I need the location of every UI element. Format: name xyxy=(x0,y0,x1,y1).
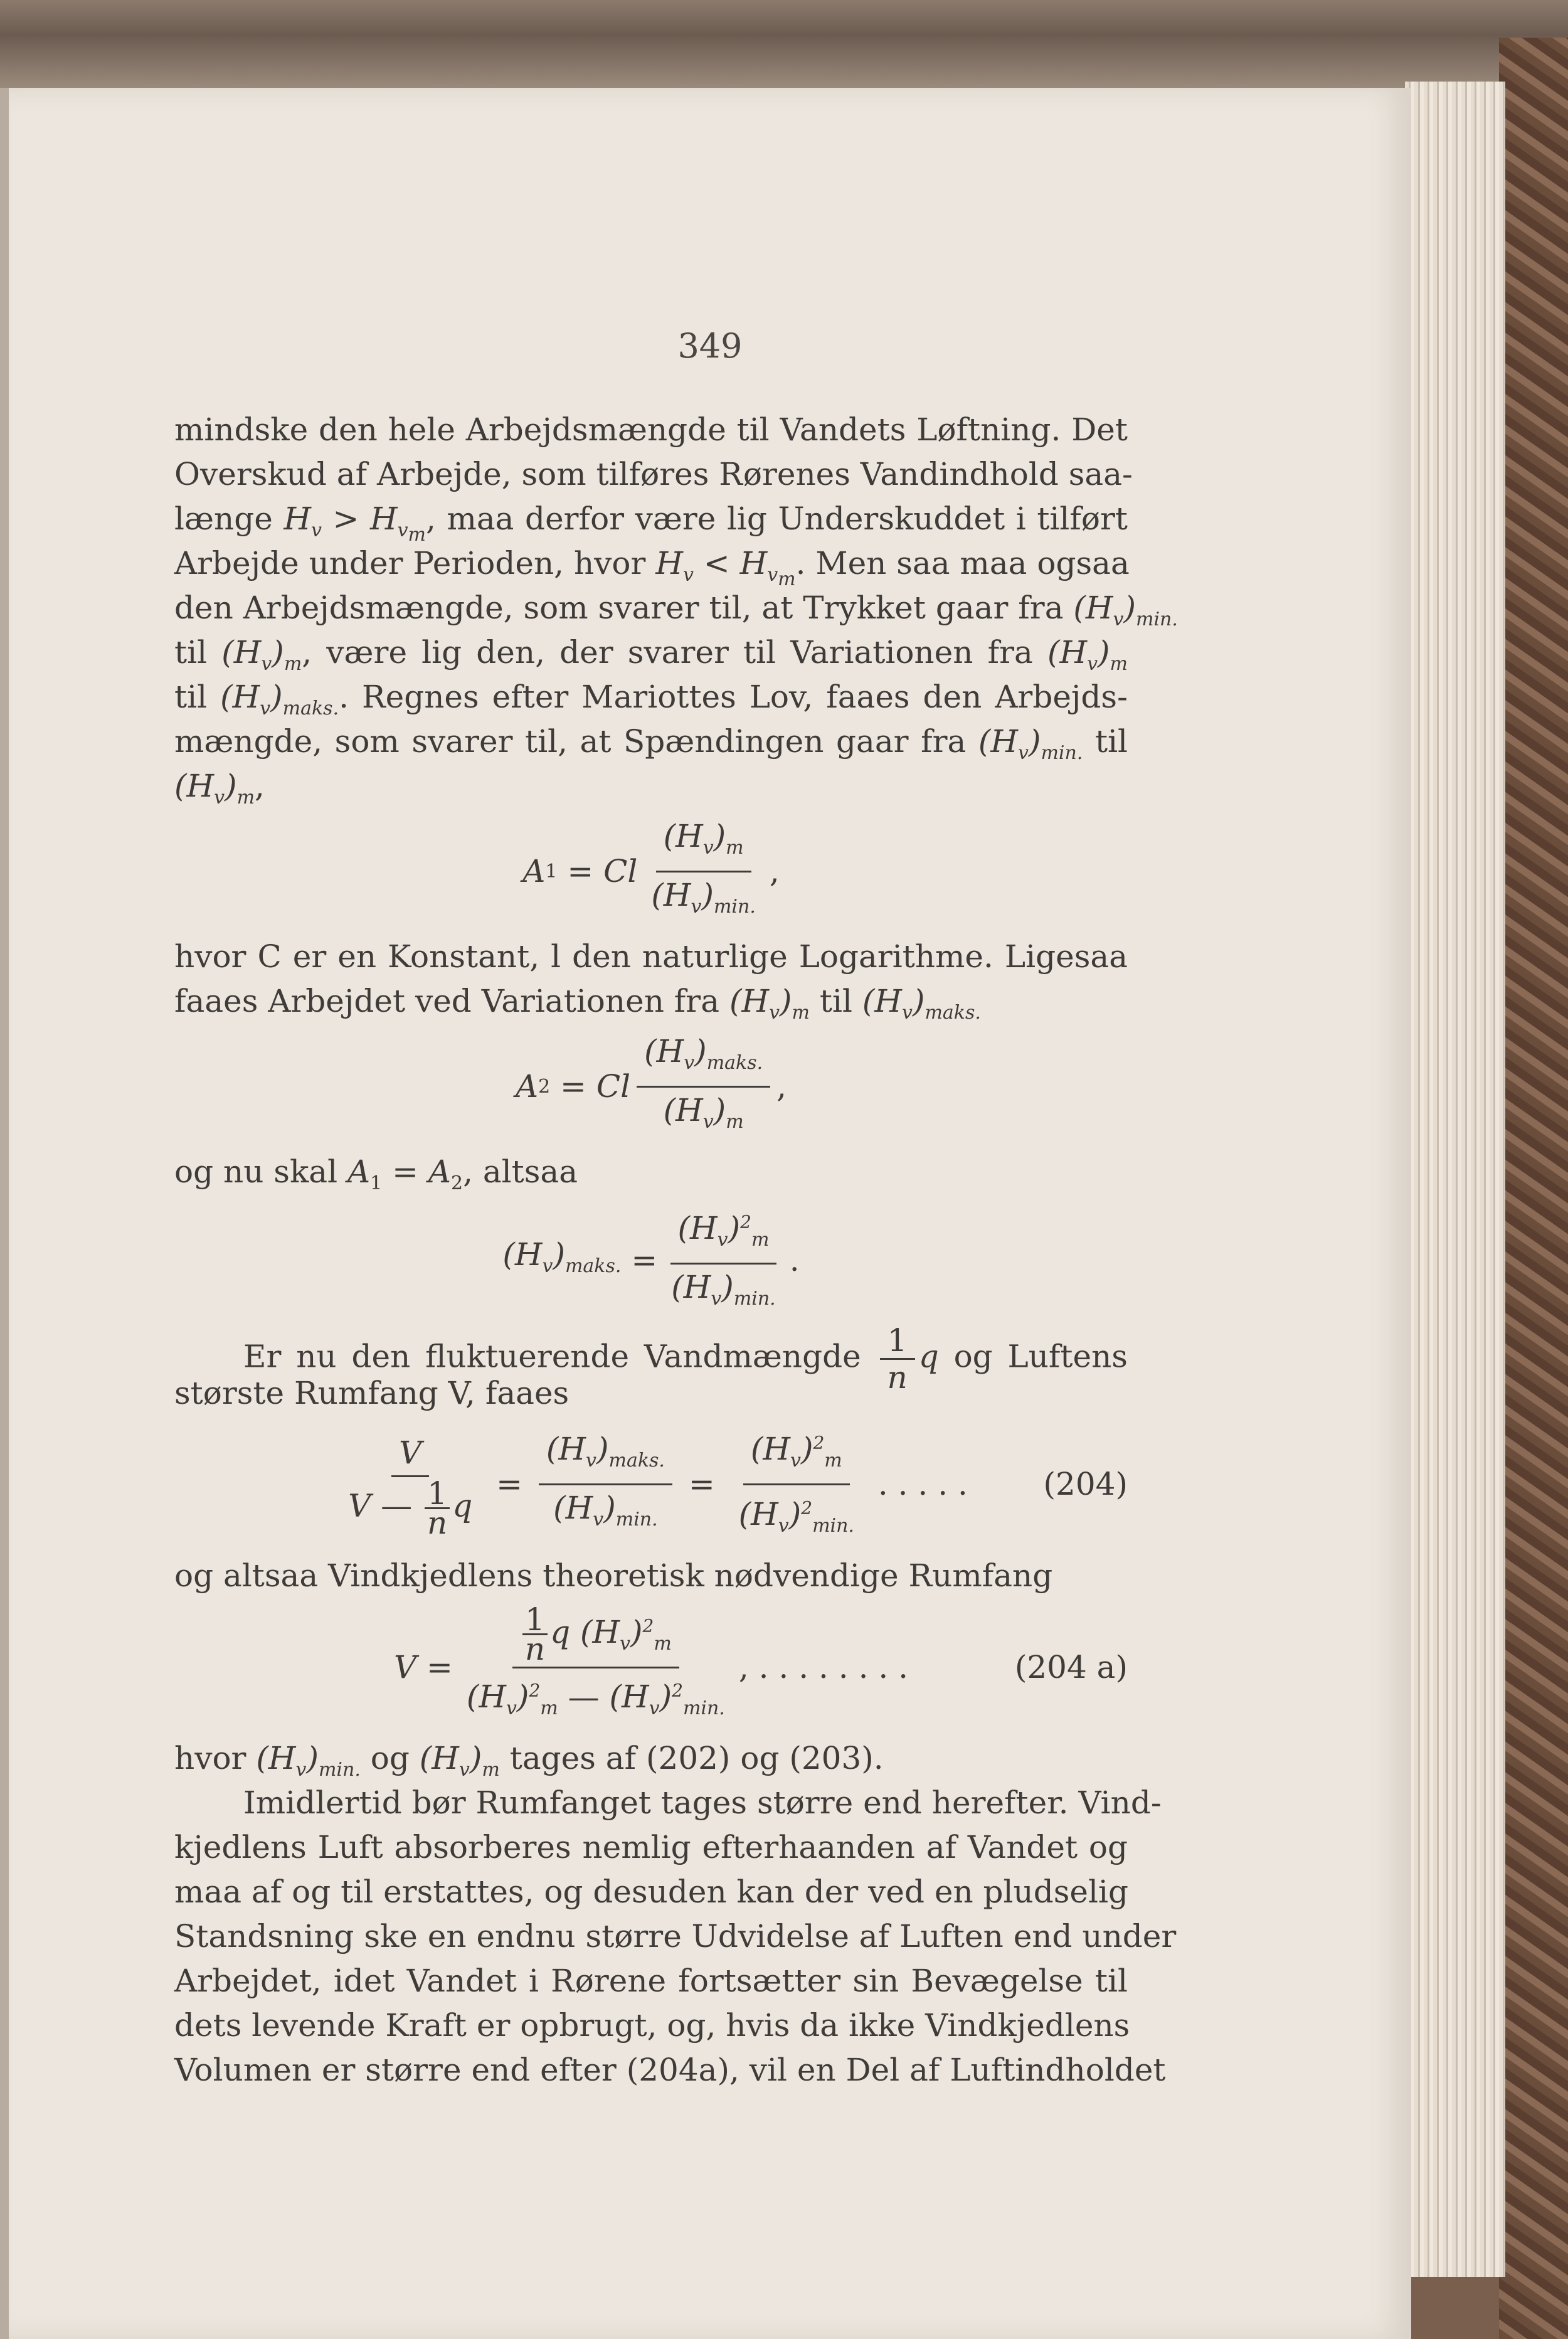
page-text xyxy=(174,408,1178,2092)
text-line: kjedlens Luft absorberes nemlig efterhaanden af Vandet og xyxy=(174,1829,1128,1866)
text-line: Arbejde under Perioden, hvor $H_v < H_{v_m}$. Men saa maa ogsaa xyxy=(174,545,1130,590)
text-line: hvor $(H_v)_{min.}$ og $(H_v)_m$ tages af (202) og (203). xyxy=(174,1740,884,1781)
text-line: maa af og til erstattes, og desuden kan der ved en pludselig xyxy=(174,1874,1128,1911)
book-cover-top xyxy=(0,0,1568,88)
page-number: 349 xyxy=(677,326,743,366)
page-edges xyxy=(1405,82,1505,2277)
text-line: og altsaa Vindkjedlens theoretisk nødvendige Rumfang xyxy=(174,1557,1053,1594)
equation-number: (204) xyxy=(1043,1466,1128,1503)
equation-a1: A 1 = Cl $\frac{(H_v)_m}{(H_v)_{min.}}$ , xyxy=(522,818,780,918)
book-board-edge xyxy=(1499,38,1568,2339)
equation-204: V V — $\frac{1}{n}$ q = $\frac{(H_v)_{maks.}}{(H_v)_{min.}}$ = $\frac{(H_v)^2_m}{(H_v)^2_{min.}}$ . . . . . (204) xyxy=(174,1424,1128,1545)
text-line: største Rumfang V, faaes xyxy=(174,1374,569,1411)
text-line: Arbejdet, idet Vandet i Rørene fortsætter sin Bevægelse til xyxy=(174,1963,1128,2000)
equation-204a: V = $\frac{1}{n}$ q $(H_v)^2_m$ $(H_v)^2_m$ — $(H_v)^2_{min.}$ , . . . . . . . . (204 a) xyxy=(393,1601,1128,1720)
equation-a2: A 2 = Cl $\frac{(H_v)_{maks.}}{(H_v)_m}$ , xyxy=(515,1033,787,1133)
text-line: hvor C er en Konstant, l den naturlige Logarithme. Ligesaa xyxy=(174,938,1128,975)
text-line: mængde, som svarer til, at Spændingen gaar fra $(H_v)_{min.}$ til xyxy=(174,723,1128,764)
text-line: den Arbejdsmængde, som svarer til, at Trykket gaar fra $(H_v)_{min.}$ xyxy=(174,590,1178,630)
text-line: $(H_v)_m$, xyxy=(174,768,265,809)
text-line: faaes Arbejdet ved Variationen fra $(H_v)_m$ til $(H_v)_{maks.}$ xyxy=(174,983,981,1024)
equation-hv-maks: $(H_v)_{maks.}$ = $\frac{(H_v)^2_m}{(H_v)_{min.}}$ . xyxy=(174,1203,1128,1318)
text-line: til $(H_v)_{maks.}$. Regnes efter Mariottes Lov, faaes den Arbejds- xyxy=(174,679,1128,719)
text-line: Overskud af Arbejde, som tilføres Rørenes Vandindhold saa- xyxy=(174,456,1133,492)
text-line: mindske den hele Arbejdsmængde til Vandets Løftning. Det xyxy=(174,411,1128,448)
equation-number: (204 a) xyxy=(1014,1648,1128,1685)
text-line: og nu skal $A_1 = A_2$, altsaa xyxy=(174,1154,578,1194)
text-line: til $(H_v)_m$, være lig den, der svarer til Variationen fra $(H_v)_m$ xyxy=(174,634,1128,675)
text-line: Er nu den fluktuerende Vandmængde $\frac{1}{n}$ q og Luftens xyxy=(243,1322,1128,1396)
text-line: Volumen er større end efter (204a), vil en Del af Luftindholdet xyxy=(174,2052,1166,2089)
text-line: dets levende Kraft er opbrugt, og, hvis da ikke Vindkjedlens xyxy=(174,2007,1130,2044)
text-line: Standsning ske en endnu større Udvidelse af Luften end under xyxy=(174,1918,1177,1955)
text-line: Imidlertid bør Rumfanget tages større end herefter. Vind- xyxy=(243,1785,1162,1822)
text-line: længe $H_v > H_{v_m}$, maa derfor være lig Underskuddet i tilført xyxy=(174,501,1128,546)
